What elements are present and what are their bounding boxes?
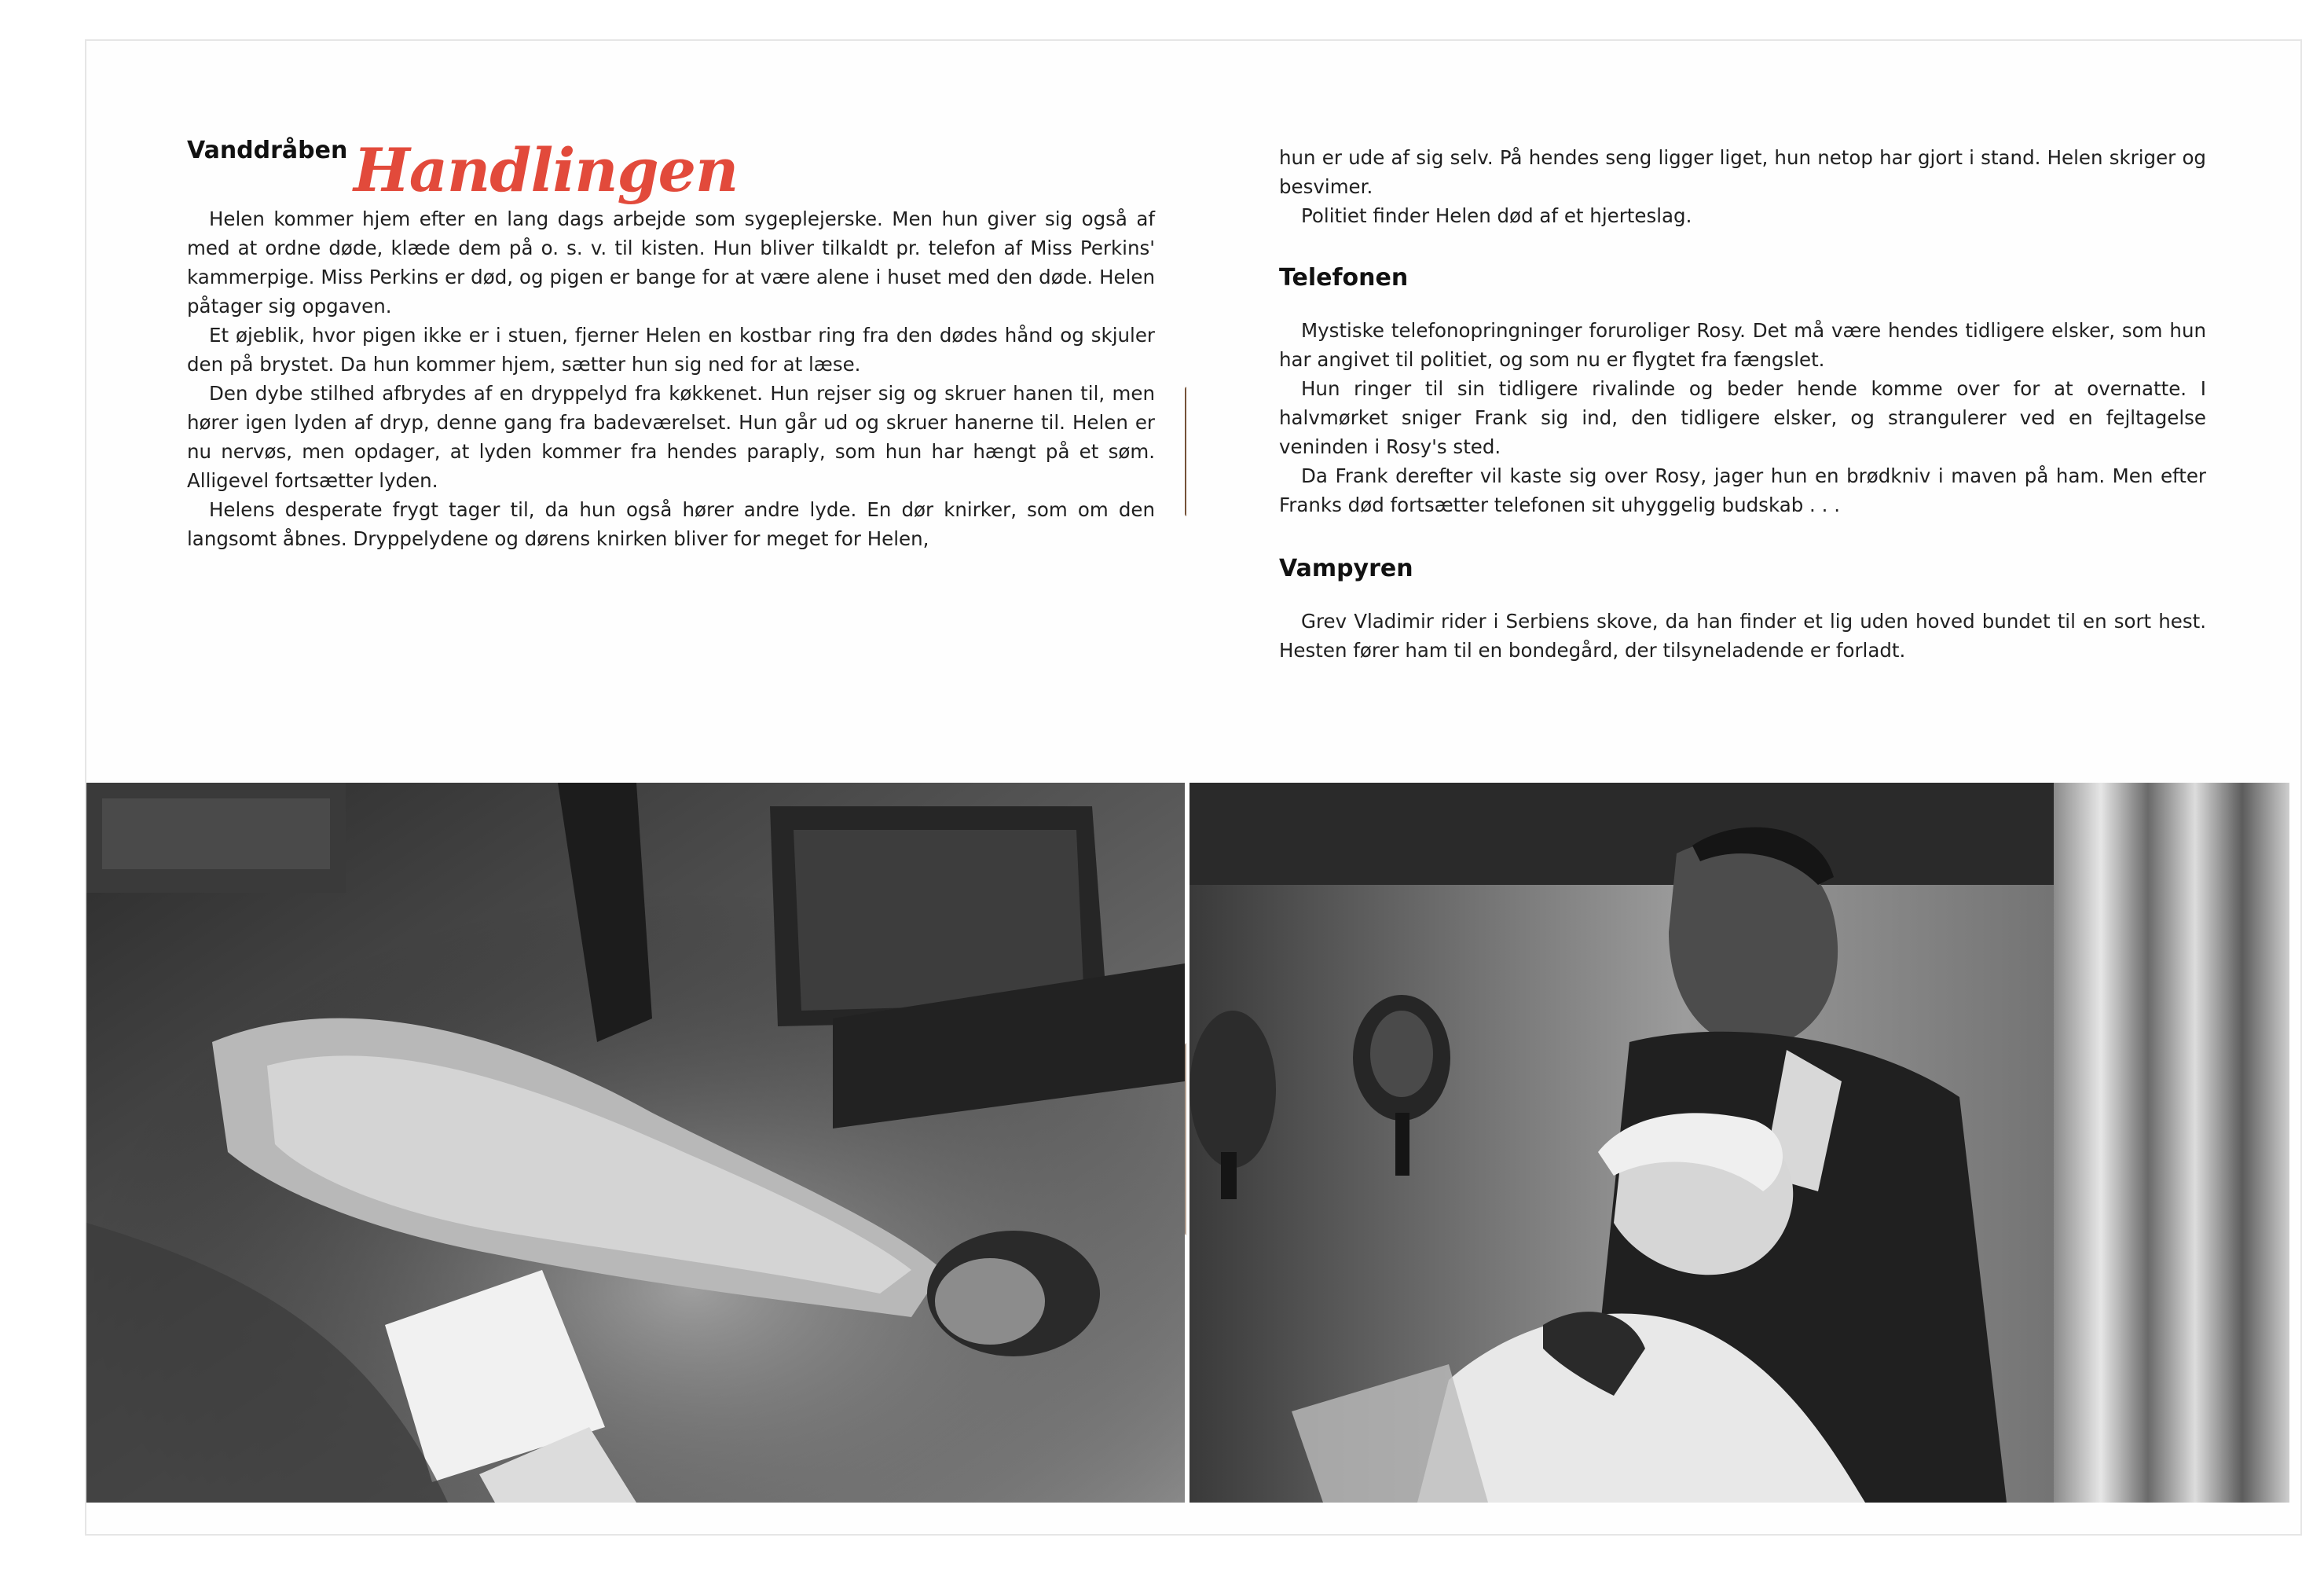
- paragraph: Helens desperate frygt tager til, da hun også hører andre lyde. En dør knirker, som om den langsomt åbnes. Dryppelydene og dørens knirken bliver for meget for Helen,: [187, 498, 1155, 550]
- paragraph: Da Frank derefter vil kaste sig over Rosy, jager hun en brødkniv i maven på ham. Men efter Franks død fortsætter telefonen sit uhyggelig budskab . . .: [1279, 464, 2206, 516]
- paragraph: hun er ude af sig selv. På hendes seng ligger liget, hun netop har gjort i stand. Helen skriger og besvimer.: [1279, 146, 2206, 198]
- page-heading: Handlingen: [354, 135, 739, 205]
- paragraph: Mystiske telefonopringninger foruroliger Rosy. Det må være hendes tidligere elsker, som hun har angivet til politiet, og som nu er flygtet fra fængslet.: [1279, 319, 2206, 371]
- paragraph: Helen kommer hjem efter en lang dags arbejde som sygeplejerske. Men hun giver sig også af med at ordne døde, klæde dem på o. s. v. til kisten. Hun bliver tilkaldt pr. telefon af Miss Perkins' kammerpige. Miss Perkins er død, og pigen er bange for at være alene i huset med den døde. Helen påtager sig opgaven.: [187, 207, 1155, 317]
- paragraph: Grev Vladimir rider i Serbiens skove, da han finder et lig uden hoved bundet til en sort hest. Hesten fører ham til en bondegård, der tilsyneladende er forladt.: [1279, 610, 2206, 662]
- paragraph: Den dybe stilhed afbrydes af en dryppelyd fra køkkenet. Hun rejser sig og skruer hanen til, men hører igen lyden af dryp, denne gang fra badeværelset. Hun går ud og skruer hanerne til. Helen er nu nervøs, men opdager, at lyden kommer fra hendes paraply, som hun har hængt på et søm. Alligevel fortsætter lyden.: [187, 382, 1155, 492]
- photo-man-and-woman: [1189, 783, 2289, 1503]
- paragraph: Hun ringer til sin tidligere rivalinde og beder hende komme over for at overnatte. I halvmørket sniger Frank sig ind, den tidligere elsker, og strangulerer ved en fejltagelse veninden i Rosy's sted.: [1279, 377, 2206, 458]
- section-body-vampyren: [1279, 607, 2206, 665]
- section-title-vampyren: Vampyren: [1279, 555, 1413, 582]
- photo-woman-on-floor: [86, 783, 1185, 1503]
- section-body-vanddraaben: [187, 204, 1155, 553]
- booklet-spread: [86, 41, 2300, 1534]
- section-body-telefonen: [1279, 316, 2206, 519]
- left-page: [86, 41, 1186, 1534]
- section-title-telefonen: Telefonen: [1279, 264, 1409, 292]
- paragraph: Politiet finder Helen død af et hjerteslag.: [1301, 204, 1692, 227]
- paragraph: Et øjeblik, hvor pigen ikke er i stuen, fjerner Helen en kostbar ring fra den dødes hånd og skjuler den på brystet. Da hun kommer hjem, sætter hun sig ned for at læse.: [187, 324, 1155, 376]
- continuation-text: [1279, 143, 2206, 230]
- section-title-vanddraaben: Vanddråben: [187, 137, 348, 164]
